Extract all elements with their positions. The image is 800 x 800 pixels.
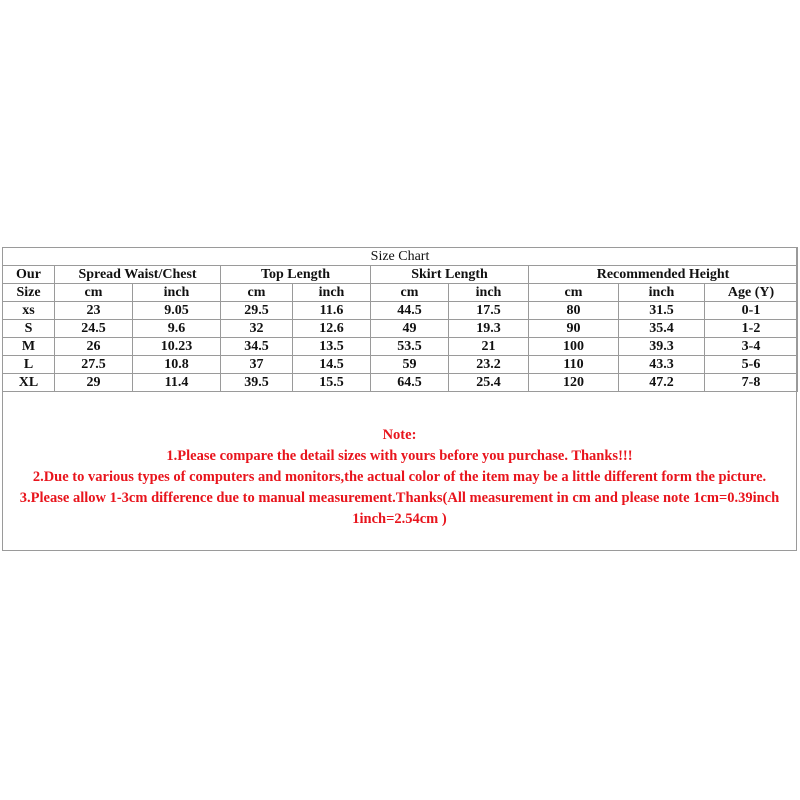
table-cell: 31.5 — [619, 302, 705, 320]
size-cell: S — [3, 320, 55, 338]
note-heading: Note: — [382, 427, 417, 443]
table-cell: 53.5 — [371, 338, 449, 356]
table-cell: 64.5 — [371, 374, 449, 392]
table-cell: 90 — [529, 320, 619, 338]
table-row — [3, 320, 798, 338]
table-cell: 14.5 — [293, 356, 371, 374]
recommended-height-header: Recommended Height — [529, 266, 798, 284]
table-title: Size Chart — [3, 248, 798, 266]
table-cell: 35.4 — [619, 320, 705, 338]
skirt-length-header: Skirt Length — [371, 266, 529, 284]
note-line-1: 1.Please compare the detail sizes with yours before you purchase. Thanks!!! — [166, 448, 633, 464]
unit-header: inch — [133, 284, 221, 302]
note-line-4: 1inch=2.54cm ) — [352, 511, 447, 527]
table-cell: 23.2 — [449, 356, 529, 374]
unit-header: cm — [221, 284, 293, 302]
table-cell: 5-6 — [705, 356, 798, 374]
table-cell: 44.5 — [371, 302, 449, 320]
table-cell: 59 — [371, 356, 449, 374]
unit-header: cm — [529, 284, 619, 302]
size-cell: M — [3, 338, 55, 356]
table-cell: 9.05 — [133, 302, 221, 320]
table-cell: 43.3 — [619, 356, 705, 374]
table-row — [3, 338, 798, 356]
header-row-1 — [3, 266, 798, 284]
size-header: Size — [3, 284, 55, 302]
table-row — [3, 302, 798, 320]
table-cell: 9.6 — [133, 320, 221, 338]
table-cell: 11.4 — [133, 374, 221, 392]
table-cell: 1-2 — [705, 320, 798, 338]
table-cell: 29.5 — [221, 302, 293, 320]
table-cell: 21 — [449, 338, 529, 356]
size-cell: xs — [3, 302, 55, 320]
table-cell: 39.5 — [221, 374, 293, 392]
table-cell: 0-1 — [705, 302, 798, 320]
table-cell: 47.2 — [619, 374, 705, 392]
table-cell: 26 — [55, 338, 133, 356]
table-row — [3, 374, 798, 392]
table-cell: 7-8 — [705, 374, 798, 392]
unit-header: inch — [619, 284, 705, 302]
table-cell: 120 — [529, 374, 619, 392]
table-cell: 80 — [529, 302, 619, 320]
header-row-2 — [3, 284, 798, 302]
table-cell: 27.5 — [55, 356, 133, 374]
table-cell: 11.6 — [293, 302, 371, 320]
size-cell: XL — [3, 374, 55, 392]
note-line-3: 3.Please allow 1-3cm difference due to manual measurement.Thanks(All measurement in cm and please note 1cm=0.39inch — [19, 490, 780, 506]
table-cell: 23 — [55, 302, 133, 320]
table-cell: 49 — [371, 320, 449, 338]
table-cell: 10.8 — [133, 356, 221, 374]
table-cell: 10.23 — [133, 338, 221, 356]
table-cell: 37 — [221, 356, 293, 374]
unit-header: inch — [293, 284, 371, 302]
size-chart-table — [2, 247, 798, 392]
unit-header: inch — [449, 284, 529, 302]
table-cell: 17.5 — [449, 302, 529, 320]
table-cell: 29 — [55, 374, 133, 392]
table-cell: 39.3 — [619, 338, 705, 356]
table-cell: 25.4 — [449, 374, 529, 392]
table-cell: 13.5 — [293, 338, 371, 356]
table-cell: 32 — [221, 320, 293, 338]
table-cell: 100 — [529, 338, 619, 356]
table-cell: 3-4 — [705, 338, 798, 356]
top-length-header: Top Length — [221, 266, 371, 284]
table-cell: 24.5 — [55, 320, 133, 338]
notes-section — [2, 425, 797, 530]
note-line-2: 2.Due to various types of computers and monitors,the actual color of the item may be a little different form the picture. — [32, 469, 767, 485]
table-cell: 110 — [529, 356, 619, 374]
our-header: Our — [3, 266, 55, 284]
title-row — [3, 248, 798, 266]
table-cell: 15.5 — [293, 374, 371, 392]
table-row — [3, 356, 798, 374]
table-cell: 34.5 — [221, 338, 293, 356]
unit-header: Age (Y) — [705, 284, 798, 302]
unit-header: cm — [55, 284, 133, 302]
size-cell: L — [3, 356, 55, 374]
table-cell: 19.3 — [449, 320, 529, 338]
spread-waist-chest-header: Spread Waist/Chest — [55, 266, 221, 284]
unit-header: cm — [371, 284, 449, 302]
table-cell: 12.6 — [293, 320, 371, 338]
